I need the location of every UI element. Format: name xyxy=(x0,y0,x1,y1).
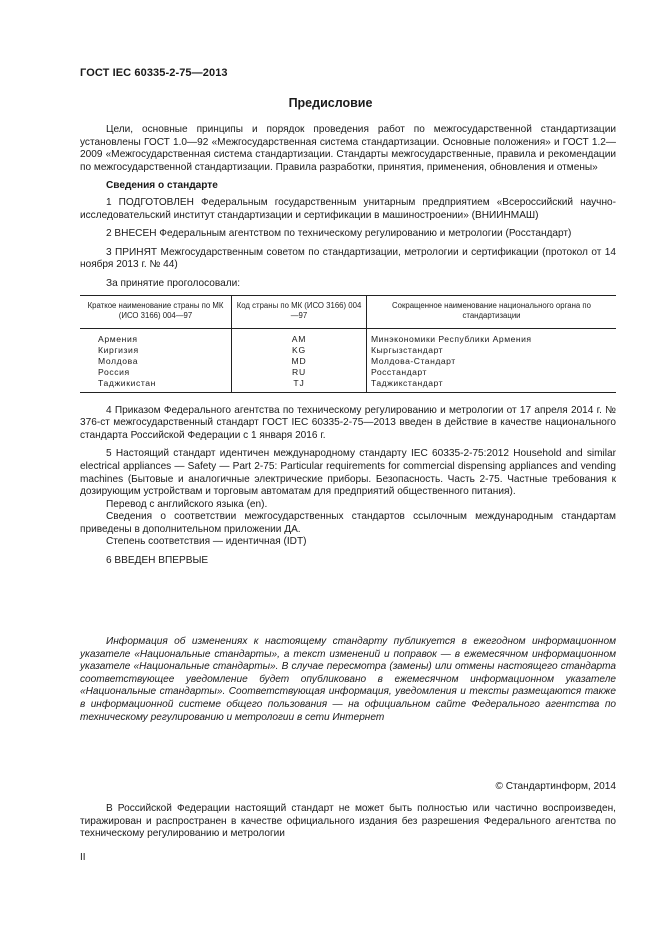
table-row xyxy=(80,328,616,345)
vote-intro: За принятие проголосовали: xyxy=(106,277,241,289)
section-heading: Сведения о стандарте xyxy=(106,180,218,192)
country-name: Молдова xyxy=(98,355,139,366)
item-6-paragraph: 6 ВВЕДЕН ВПЕРВЫЕ xyxy=(106,555,209,567)
translation-note: Перевод с английского языка (en). xyxy=(106,498,268,510)
vote-table-header-row xyxy=(80,295,616,328)
country-code: RU xyxy=(232,367,367,378)
header-standards-body: Сокращенное наименование национального органа по стандартизации xyxy=(367,295,617,328)
table-row xyxy=(80,356,616,367)
standards-body: Росстандарт xyxy=(367,367,617,378)
header-country-name: Краткое наименование страны по МК (ИСО 3166) 004—97 xyxy=(80,295,232,328)
page-number: II xyxy=(80,852,86,863)
country-code: MD xyxy=(232,356,367,367)
table-row xyxy=(80,367,616,378)
country-name: Армения xyxy=(98,333,138,344)
page-title: Предисловие xyxy=(288,96,373,110)
standards-body: Кыргызстандарт xyxy=(367,345,617,356)
standards-body: Минэкономики Республики Армения xyxy=(367,328,617,345)
country-code: TJ xyxy=(232,378,367,393)
item-3-paragraph: 3 ПРИНЯТ Межгосударственным советом по стандартизации, метрологии и сертификации (протокол от 14 ноября 2013 г. № 44) xyxy=(80,246,616,271)
header-country-code: Код страны по МК (ИСО 3166) 004—97 xyxy=(232,295,367,328)
country-code: AM xyxy=(232,328,367,345)
country-name: Россия xyxy=(98,366,130,377)
country-name: Киргизия xyxy=(98,344,139,355)
table-row xyxy=(80,345,616,356)
legal-notice: В Российской Федерации настоящий стандарт не может быть полностью или частично воспроизведен, тиражирован и распространен в качестве официального издания без разрешения Федерального агентства по техническому регулированию и метрологии xyxy=(80,803,616,840)
country-name: Таджикистан xyxy=(80,378,232,393)
standards-body: Молдова-Стандарт xyxy=(367,356,617,367)
foreword-body xyxy=(80,124,616,568)
intro-paragraph: Цели, основные принципы и порядок проведения работ по межгосударственной стандартизации установлены ГОСТ 1.0—92 «Межгосударственная система стандартизации. Основные положения» и ГОСТ 1.2—2009 «Межгосударственная система стандартизации. Стандарты межгосударственные, правила и рекомендации по межгосударственной стандартизации. Правила разработки, принятия, применения, обновления и отмены» xyxy=(80,124,616,173)
conformity-degree: Степень соответствия — идентичная (IDT) xyxy=(106,536,307,548)
change-notice: Информация об изменениях к настоящему стандарту публикуется в ежегодном информационном указателе «Национальные стандарты», а текст изменений и поправок — в ежемесячном информационном указателе «Национальные стандарты». В случае пересмотра (замены) или отмены настоящего стандарта соответствующее уведомление будет опубликовано в ежемесячном информационном указателе «Национальные стандарты». Соответствующая информация, уведомления и тексты размещаются также в информационной системе общего пользования — на официальном сайте Федерального агентства по техническому регулированию и метрологии в сети Интернет xyxy=(80,636,616,723)
country-code: KG xyxy=(232,345,367,356)
standard-id-header: ГОСТ IEC 60335-2-75—2013 xyxy=(80,67,228,79)
item-1-paragraph: 1 ПОДГОТОВЛЕН Федеральным государственным унитарным предприятием «Всероссийский научно-исследовательский институт стандартизации и сертификации в машиностроении» (ВНИИНМАШ) xyxy=(80,196,616,221)
vote-table xyxy=(80,295,616,393)
item-4-paragraph: 4 Приказом Федерального агентства по техническому регулированию и метрологии от 17 апреля 2014 г. № 376-ст межгосударственный стандарт ГОСТ IEC 60335-2-75—2013 введен в действие в качестве национального стандарта Российской Федерации с 1 января 2016 г. xyxy=(80,404,616,441)
references-note: Сведения о соответствии межгосударственных стандартов ссылочным международным стандартам приведены в дополнительном приложении ДА. xyxy=(80,511,616,535)
item-2-paragraph: 2 ВНЕСЕН Федеральным агентством по техническому регулированию и метрологии (Росстандарт) xyxy=(106,228,572,240)
table-row xyxy=(80,378,616,393)
copyright-line: © Стандартинформ, 2014 xyxy=(495,781,616,792)
standards-body: Таджикстандарт xyxy=(367,378,617,393)
item-5-paragraph: 5 Настоящий стандарт идентичен международному стандарту IEC 60335-2-75:2012 Household and similar electrical appliances — Safety — Part 2-75: Particular requirements for commercial dispensing appliances and vending machines (Бытовые и аналогичные электрические приборы. Безопасность. Часть 2-75. Частные требования к дозирующим устройствам и торговым автоматам для предприятий общественного питания). xyxy=(80,448,616,498)
